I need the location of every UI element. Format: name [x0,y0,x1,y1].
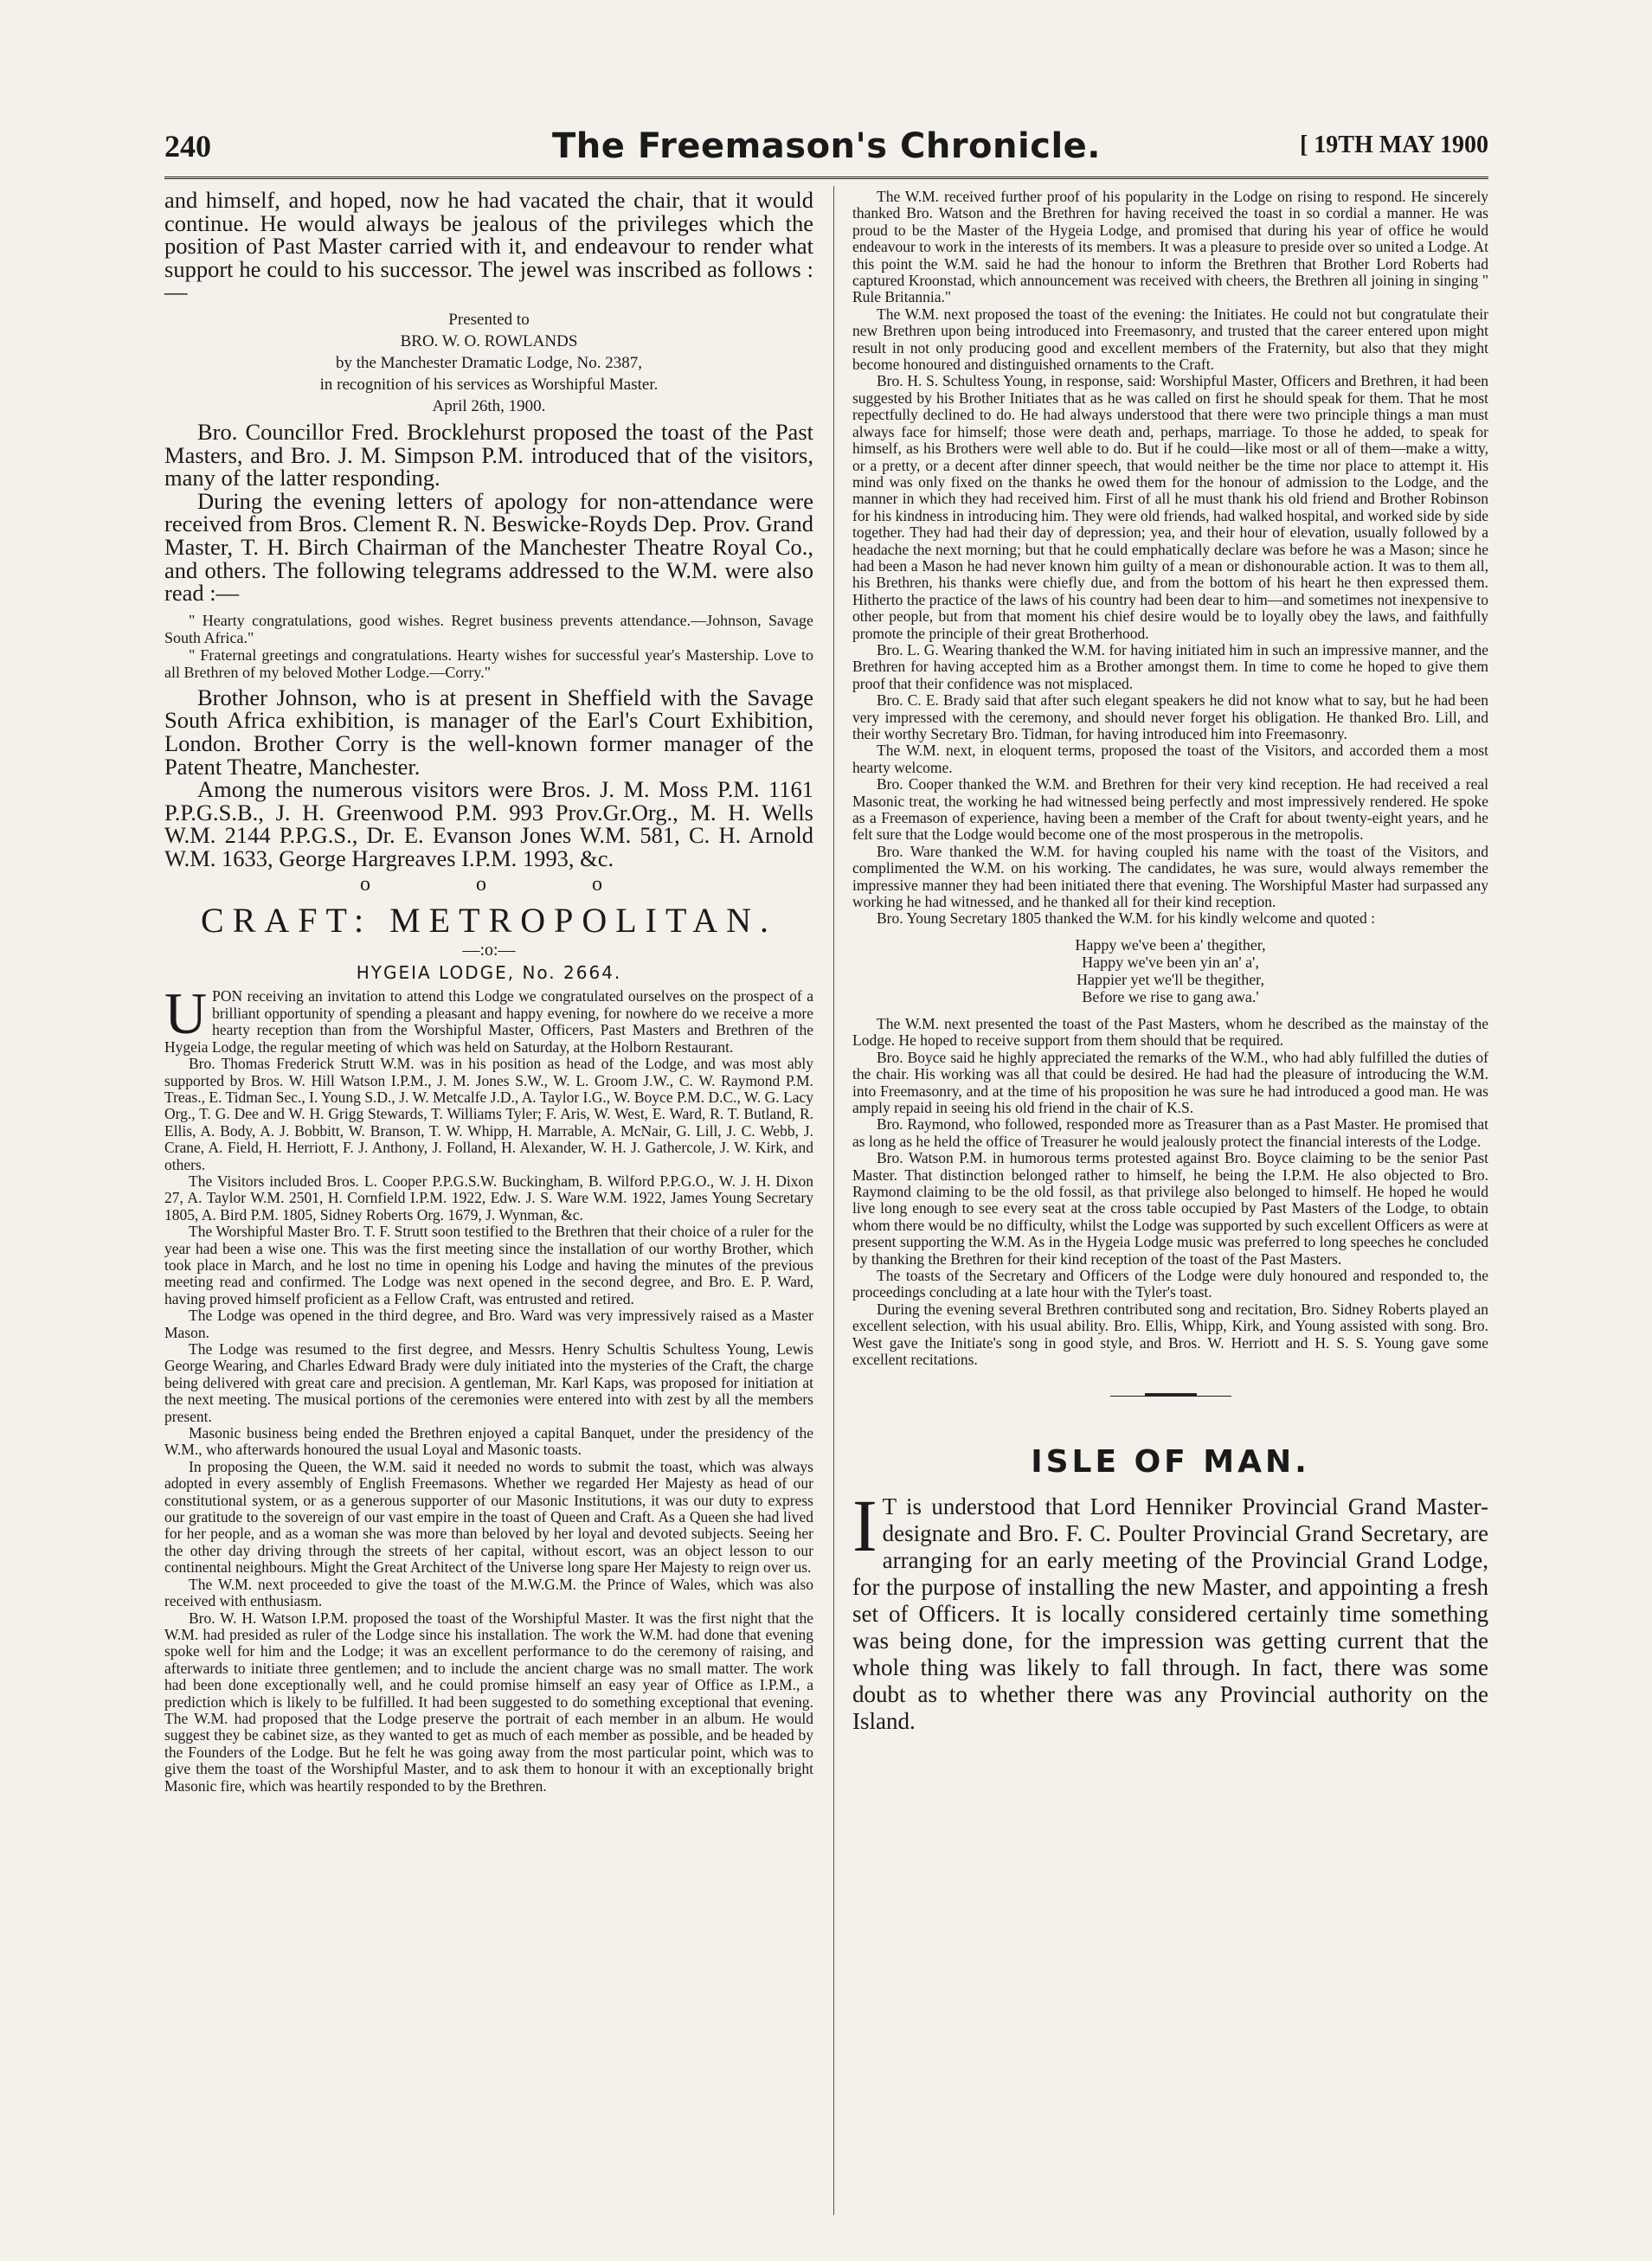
issue-date: [ 19TH MAY 1900 [1299,132,1488,158]
drop-cap: I [852,1484,877,1568]
paragraph: During the evening several Brethren contributed song and recitation, Bro. Sidney Roberts played an excellent selection, with his usual ability. Bro. Ellis, Whipp, Kirk, and Young assisted with song. Bro. West gave the Initiate's song in good style, and Bros. W. Herriott and H. S. S. Young gave some excellent recitations. [852,1300,1488,1368]
verse [852,936,1488,1005]
paragraph: Brother Johnson, who is at present in Sheffield with the Savage South Africa exhibition, is manager of the Earl's Court Exhibition, London. Brother Corry is the well-known former manager of the Patent Theatre, Manchester. [164,684,813,780]
inscription-line: in recognition of his services as Worshipful Master. [319,375,659,394]
paragraph: During the evening letters of apology for non-attendance were received from Bros. Clement R. N. Beswicke-Royds Dep. Prov. Grand Master, T. H. Birch Chairman of the Manchester Theatre Royal Co., and others. The following telegrams addressed to the W.M. were also read :— [164,487,813,607]
telegram: " Hearty congratulations, good wishes. Regret business prevents attendance.—Johnson, Savage South Africa." [164,611,813,646]
section-heading: CRAFT: METROPOLITAN. [201,901,777,941]
paragraph: The W.M. next proceeded to give the toast of the M.W.G.M. the Prince of Wales, which was also received with enthusiasm. [164,1575,813,1610]
paragraph: The W.M. next, in eloquent terms, proposed the toast of the Visitors, and accorded them a most hearty welcome. [852,742,1488,776]
paragraph: Bro. C. E. Brady said that after such elegant speakers he did not know what to say, but he had been very impressed with the ceremony, and should never forget his obligation. He thanked Bro. Lill, and their worthy Secretary Bro. Tidman, for having introduced him into Freemasonry. [852,691,1488,742]
paragraph: The W.M. next proposed the toast of the evening: the Initiates. He could not but congratulate their new Brethren upon being introduced into Freemasonry, and trusted that the career entered upon might result in not only producing good and excellent members of the Fraternity, but also that they might become honoured and distinguished ornaments to the Craft. [852,305,1488,374]
paragraph: Masonic business being ended the Brethren enjoyed a capital Banquet, under the presidency of the W.M., who afterwards honoured the usual Loyal and Masonic toasts. [164,1424,813,1459]
inscription-line: by the Manchester Dramatic Lodge, No. 2387, [335,353,643,372]
paragraph: The Lodge was resumed to the first degree, and Messrs. Henry Schultis Schultess Young, Lewis George Wearing, and Charles Edward Brady were duly initiated into the mysteries of the Craft, the charge being delivered with great care and precision. A gentleman, Mr. Karl Kaps, was proposed for initiation at the next meeting. The musical portions of the ceremonies were entered into with zest by all the members present. [164,1340,813,1425]
isle-text: T is understood that Lord Henniker Provincial Grand Master-designate and Bro. F. C. Poulter Provincial Grand Secretary, are arranging for an early meeting of the Provincial Grand Lodge, for the purpose of installing the new Master, and appointing a fresh set of Officers. It is locally considered certainly time something was being done, for the impression was getting current that the whole thing was likely to fall through. In fact, there was some doubt as to whether there was any Provincial authority on the Island. [852,1493,1488,1735]
journal-title: The Freemason's Chronicle. [552,126,1101,166]
paragraph: Bro. Thomas Frederick Strutt W.M. was in his position as head of the Lodge, and was most ably supported by Bros. W. Hill Watson I.P.M., J. M. Jones S.W., W. L. Groom J.W., C. W. Raymond P.M. Treas., E. Tidman Sec., I. Young S.D., J. W. Metcalfe J.D., A. Taylor I.G., W. Boyce P.M. D.C., W. G. Lacy Org., T. G. Dee and W. H. Grigg Stewards, T. Williams Tyler; F. Aris, W. West, E. Ward, R. T. Butland, R. Ellis, A. Body, A. J. Bobbitt, W. Branson, T. W. Whipp, H. Marrable, A. McNair, G. Lill, J. C. Webb, J. Crane, A. Field, H. Herriott, F. J. Anthony, J. Folland, H. Alexander, W. H. J. Gathercole, J. W. Kirk, and others. [164,1055,813,1173]
column-rule [833,186,834,2215]
article-lead [164,980,813,1056]
paragraph: Bro. Watson P.M. in humorous terms protested against Bro. Boyce claiming to be the senior Past Master. That distinction belonged rather to himself, he being the I.P.M. He also objected to Bro. Raymond claiming to be the old fossil, as that privilege also belonged to himself. He hoped he would live long enough to see every seat at the cross table occupied by Past Masters of the Lodge, to obtain whom there would be no difficulty, whilst the Lodge was supported by such excellent Officers as were at present supporting the W.M. As in the Hygeia Lodge music was preferred to long speeches he concluded by thanking the Brethren for their kind reception of the toast of the Past Masters. [852,1149,1488,1268]
paragraph: Bro. Young Secretary 1805 thanked the W.M. for his kindly welcome and quoted : [877,909,1375,928]
lead-text: PON receiving an invitation to attend this Lodge we congratulated ourselves on the prospect of a brilliant opportunity of spending a pleasant and happy evening, for nowhere do we receive a more hearty reception than from the Worshipful Master, Officers, Past Masters and Brethren of the Hygeia Lodge, the regular meeting of which was held on Saturday, at the Holborn Restaurant. [164,987,813,1056]
paragraph: Bro. Raymond, who followed, responded more as Treasurer than as a Past Master. He promised that as long as he held the office of Treasurer he would jealously protect the financial interests of the Lodge. [852,1115,1488,1150]
paragraph: Bro. Ware thanked the W.M. for having coupled his name with the toast of the Visitors, and complimented the W.M. on his working. The candidates, he was sure, would always remember the impressive manner they had been initiated there that evening. The Worshipful Master had surpassed any working he had witnessed, and he thanked all for their kind reception. [852,842,1488,911]
paragraph: The W.M. next presented the toast of the Past Masters, whom he described as the mainstay of the Lodge. He hoped to receive support from them should that be required. [852,1014,1488,1050]
left-column [164,189,813,1795]
isle-of-man-heading: ISLE OF MAN. [1031,1444,1310,1481]
telegrams [164,612,813,681]
page-header [164,125,1488,177]
isle-of-man-article [852,1484,1488,1735]
header-rule [164,177,1488,183]
inscription-line: BRO. W. O. ROWLANDS [400,331,578,350]
paragraph: In proposing the Queen, the W.M. said it needed no words to submit the toast, which was always adopted in every assembly of English Freemasons. Whether we regarded Her Majesty as head of our constitutional system, or as a generous supporter of our Masonic Institutions, it was our duty to express our gratitude to the sovereign of our vast empire in the toast of Queen and Craft. As a Queen she had lived for her people, and as a woman she was more than beloved by her loyal and devoted subjects. Seeing her the other day driving through the streets of her capital, without escort, was an object lesson to our continental neighbours. Might the Great Architect of the Universe long spare Her Majesty to reign over us. [164,1457,813,1577]
inscription-line: April 26th, 1900. [432,396,546,415]
heading-ornament: —:o:— [462,941,516,960]
paragraph: The Lodge was opened in the third degree, and Bro. Ward was very impressively raised as a Master Mason. [164,1307,813,1341]
paragraph: The toasts of the Secretary and Officers of the Lodge were duly honoured and responded to, the proceedings concluding at a late hour with the Tyler's toast. [852,1266,1488,1301]
right-column [852,189,1488,1735]
section-divider [1110,1391,1231,1403]
paragraph: Bro. L. G. Wearing thanked the W.M. for having initiated him in such an impressive manner, and the Brethren for having accepted him as a Brother amongst them. In time to come he hoped to give them proof that their confidence was not misplaced. [852,640,1488,692]
paragraph: and himself, and hoped, now he had vacated the chair, that it would continue. He would always be jealous of the privileges which the position of Past Master carried with it, and endeavour to render what support he could to his successor. The jewel was inscribed as follows :— [164,187,813,305]
paragraph: The Visitors included Bros. L. Cooper P.P.G.S.W. Buckingham, B. Wilford P.P.G.O., W. J. H. Dixon 27, A. Taylor W.M. 2501, H. Cornfield I.P.M. 1922, Edw. J. S. Ware W.M. 1922, James Young Secretary 1805, A. Bird P.M. 1805, Sidney Roberts Org. 1679, J. Wynman, &c. [164,1172,813,1224]
paragraph: Bro. W. H. Watson I.P.M. proposed the toast of the Worshipful Master. It was the first night that the W.M. had presided as ruler of the Lodge since his installation. The work the W.M. had done that evening spoke well for him and the Lodge; it was an excellent performance to do the ceremony of raising, and afterwards to initiate three gentlemen; and to include the ancient charge was no small matter. The work had been done exceptionally well, and he could promise himself an easy year of Office as I.P.M., a prediction which is likely to be fulfilled. It had been suggested to do something exceptional that evening. The W.M. had proposed that the Lodge preserve the portrait of each member in an album. He would suggest they be cabinet size, as they wanted to get as much of each member as possible, and be headed by the Founders of the Lodge. But he felt he was going away from the most particular point, which was to give them the toast of the Worshipful Master, and to ask them to honour it with an exceptionally bright Masonic fire, which was heartily responded to by the Brethren. [164,1609,813,1795]
drop-cap: U [164,980,208,1047]
verse-line: Before we rise to gang awa.' [1082,987,1259,1005]
ornament-circles: o o o [360,873,652,896]
jewel-inscription [164,309,813,417]
inscription-line: Presented to [448,310,530,329]
verse-line: Happier yet we'll be thegither, [1077,970,1264,988]
paragraph: Bro. Boyce said he highly appreciated the remarks of the W.M., who had ably fulfilled the duties of the chair. His working was all that could be desired. He had had the pleasure of introducing the W.M. into Freemasonry, and at the time of his proposition he was sure he had introduced a good man. He was amply repaid in seeing his old friend in the chair of K.S. [852,1048,1488,1116]
paragraph: Bro. H. S. Schultess Young, in response, said: Worshipful Master, Officers and Brethren, it had been suggested by his Brother Initiates that as he was called on first he should speak for them. That he most repectfully declined to do. He had always understood that there were two principle things a man must always face for himself; those were death and, perhaps, marriage. To those he added, to speak for himself, as his Brothers were well able to do. But if he could—like most or all of them—make a witty, or a pretty, or a decent after dinner speech, that would neither be the time nor place to attempt it. His mind was only fixed on the thanks he owed them for the honour of admission to the Lodge, and the manner in which they had received him. First of all he must thank his old friend and Brother Robinson for his kindness in introducing him. They were old friends, had walked hospital, and worked side by side together. They had had their day of depression; yea, and their hour of elevation, usually followed by a headache the next morning; but that he could emphatically declare was before he was a Mason; since he had been a Mason he had never known him guilty of a mean or dishonourable action. It was to them all, his Brethren, his thanks were chiefly due, and from the bottom of his heart he then expressed them. Hitherto the practice of the laws of his country had been dear to him—and sometimes not inexpensive to other people, but from that moment his chief desire would be to loyally obey the laws, and faithfully promote the principle of their great Brotherhood. [852,372,1488,642]
telegram: " Fraternal greetings and congratulations. Hearty wishes for successful year's Mastership. Love to all Brethren of my beloved Mother Lodge.—Corry." [164,646,813,681]
paragraph: The Worshipful Master Bro. T. F. Strutt soon testified to the Brethren that their choice of a ruler for the year had been a wise one. This was the first meeting since the installation of our worthy Brother, which took place in March, and he lost no time in opening his Lodge and having the minutes of the previous meeting read and confirmed. The Lodge was next opened in the second degree, and Bro. E. P. Ward, having proved himself proficient as a Fellow Craft, was entrusted and retired. [164,1223,813,1307]
paragraph: Bro. Cooper thanked the W.M. and Brethren for their very kind reception. He had received a real Masonic treat, the working he had witnessed being perfectly and most impressively rendered. He spoke as a Freemason of experience, having been a member of the Craft for about twenty-eight years, and he felt sure that the Lodge would become one of the most prosperous in the metropolis. [852,775,1488,844]
paragraph: The W.M. received further proof of his popularity in the Lodge on rising to respond. He sincerely thanked Bro. Watson and the Brethren for having received the toast in so cordial a manner. He was proud to be the Master of the Hygeia Lodge, and promised that during his year of office he would endeavour to work in the interests of its members. It was a pleasure to preside over so united a Lodge. At this point the W.M. said he had the honour to inform the Brethren that Brother Lord Roberts had captured Kroonstad, which announcement was received with cheers, the Brethren all joining in singing " Rule Britannia." [852,188,1488,306]
verse-line: Happy we've been yin an' a', [1082,953,1259,971]
page-number: 240 [164,129,211,164]
paragraph: Among the numerous visitors were Bros. J. M. Moss P.M. 1161 P.P.G.S.B., J. H. Greenwood P.M. 993 Prov.Gr.Org., M. H. Wells W.M. 2144 P.P.G.S., Dr. E. Evanson Jones W.M. 581, C. H. Arnold W.M. 1633, George Hargreaves I.P.M. 1993, &c. [164,776,813,871]
verse-line: Happy we've been a' thegither, [1075,935,1266,954]
paragraph: Bro. Councillor Fred. Brocklehurst proposed the toast of the Past Masters, and Bro. J. M. Simpson P.M. introduced that of the visitors, many of the latter responding. [164,418,813,491]
lodge-heading: HYGEIA LODGE, No. 2664. [356,962,622,984]
